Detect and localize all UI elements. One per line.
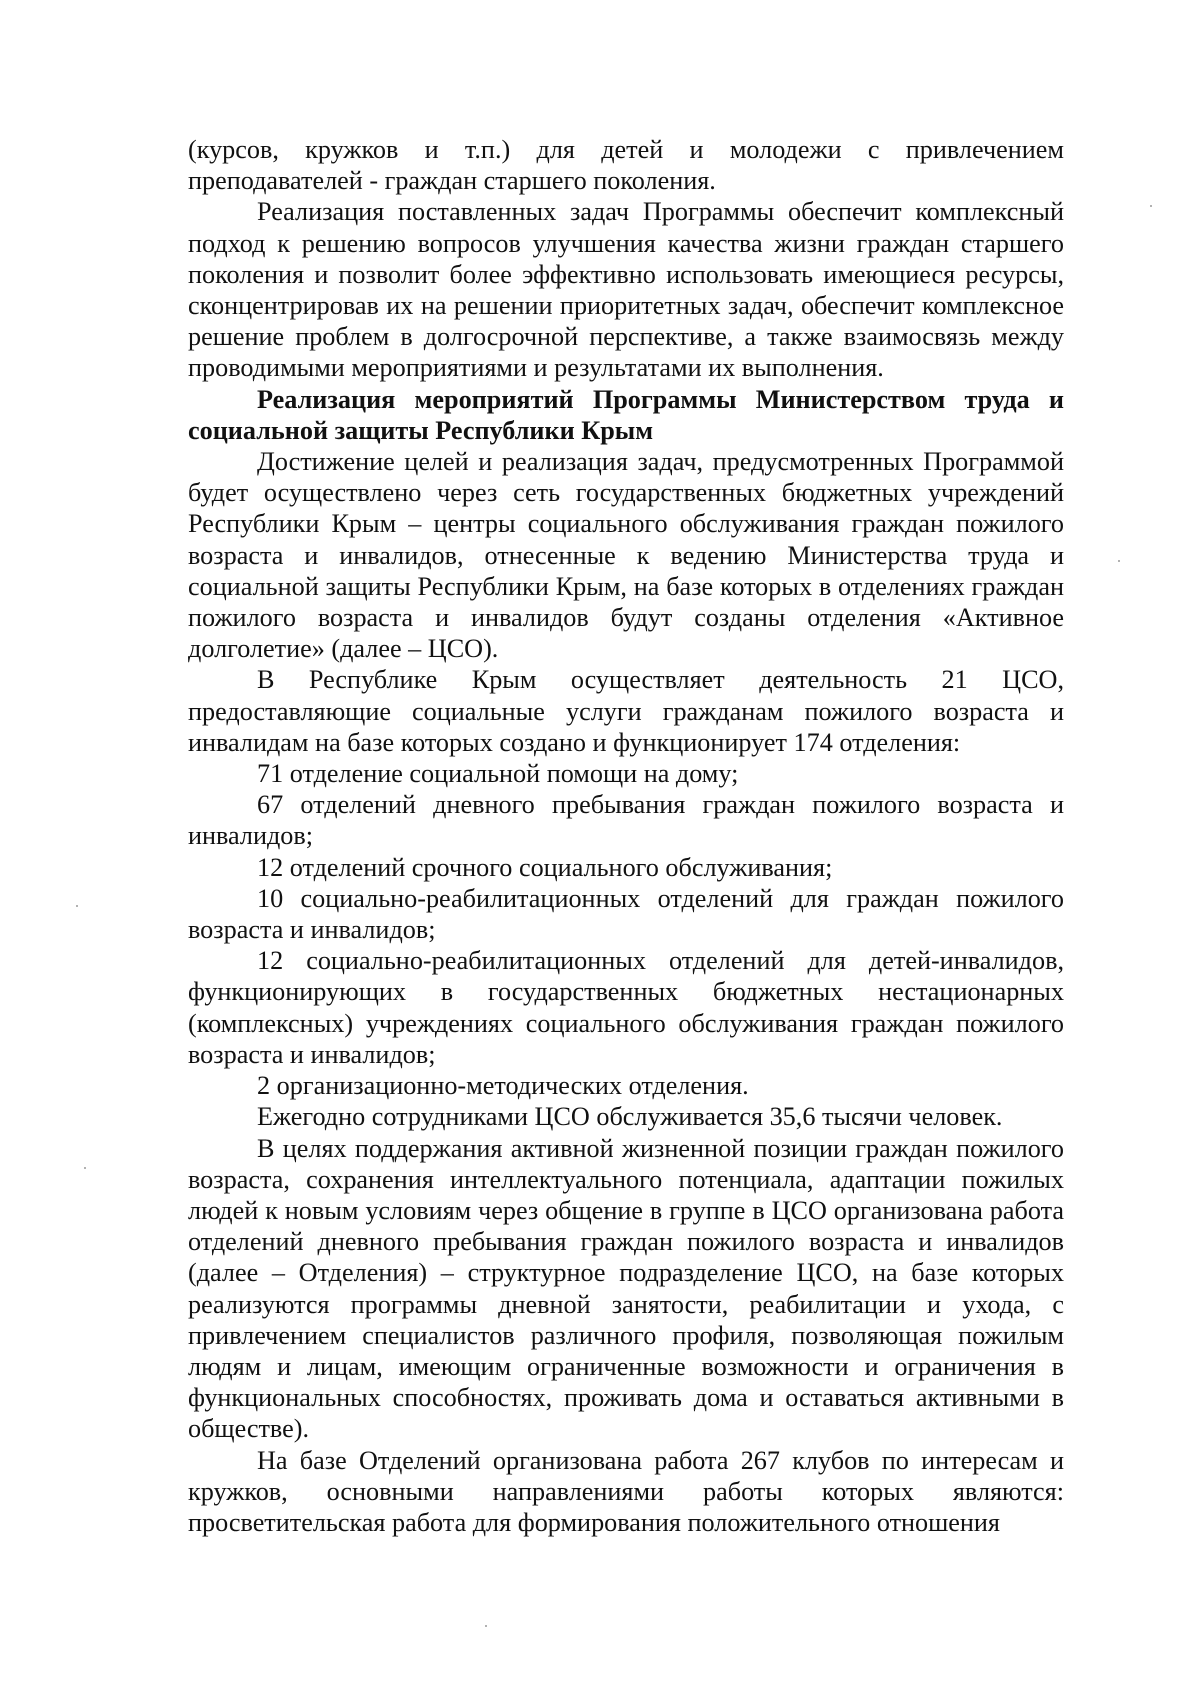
list-item: 67 отделений дневного пребывания граждан пожилого возраста и инвалидов; (188, 790, 1064, 851)
paragraph-day-care: В целях поддержания активной жизненной позиции граждан пожилого возраста, сохранения интеллектуального потенциала, адаптации пожилых людей к новым условиям через общение в группе в ЦСО организована работа отделений дневного пребывания граждан пожилого возраста и инвалидов (далее – Отделения) – структурное подразделение ЦСО, на базе которых реализуются программы дневной занятости, реабилитации и ухода, с привлечением специалистов различного профиля, позволяющая пожилым людям и лицам, имеющим ограниченные возможности и ограничения в функциональных способностях, проживать дома и оставаться активными в обществе). (188, 1133, 1064, 1444)
list-item: 2 организационно-методических отделения. (257, 1071, 749, 1101)
paragraph-goals: Достижение целей и реализация задач, предусмотренных Программой будет осуществлено через сеть государственных бюджетных учреждений Республики Крым – центры социального обслуживания граждан пожилого возраста и инвалидов, отнесенные к ведению Министерства труда и социальной защиты Республики Крым, на базе которых в отделениях граждан пожилого возраста и инвалидов будут созданы отделения «Активное долголетие» (далее – ЦСО). (188, 447, 1064, 664)
scan-speck (1150, 205, 1152, 207)
paragraph-centers: В Республике Крым осуществляет деятельность 21 ЦСО, предоставляющие социальные услуги гражданам пожилого возраста и инвалидам на базе которых создано и функционирует 174 отделения: (188, 665, 1064, 757)
list-item: 12 социально-реабилитационных отделений для детей-инвалидов, функционирующих в государственных бюджетных нестационарных (комплексных) учреждениях социального обслуживания граждан пожилого возраста и инвалидов; (188, 946, 1064, 1069)
list-item: 12 отделений срочного социального обслуживания; (257, 852, 833, 882)
scan-speck (485, 1625, 487, 1627)
paragraph-annual-service: Ежегодно сотрудниками ЦСО обслуживается 35,6 тысячи человек. (257, 1102, 1003, 1132)
list-item: 10 социально-реабилитационных отделений для граждан пожилого возраста и инвалидов; (188, 883, 1064, 945)
paragraph-continuation: (курсов, кружков и т.п.) для детей и молодежи с привлечением преподавателей - граждан старшего поколения. (188, 135, 1064, 196)
scan-speck (84, 1167, 86, 1169)
scan-speck (76, 905, 78, 907)
paragraph-program-implementation: Реализация поставленных задач Программы обеспечит комплексный подход к решению вопросов улучшения качества жизни граждан старшего поколения и позволит более эффективно использовать имеющиеся ресурсы, сконцентрировав их на решении приоритетных задач, обеспечит комплексное решение проблем в долгосрочной перспективе, а также взаимосвязь между проводимыми мероприятиями и результатами их выполнения. (188, 197, 1064, 383)
paragraph-clubs: На базе Отделений организована работа 267 клубов по интересам и кружков, основными направлениями работы которых являются: просветительская работа для формирования положительного отношения (188, 1445, 1064, 1537)
scan-speck (1118, 560, 1120, 562)
document-body (188, 134, 1064, 1538)
list-item: 71 отделение социальной помощи на дому; (257, 759, 739, 789)
section-heading: Реализация мероприятий Программы Министерством труда и социальной защиты Республики Крым (188, 384, 1064, 445)
